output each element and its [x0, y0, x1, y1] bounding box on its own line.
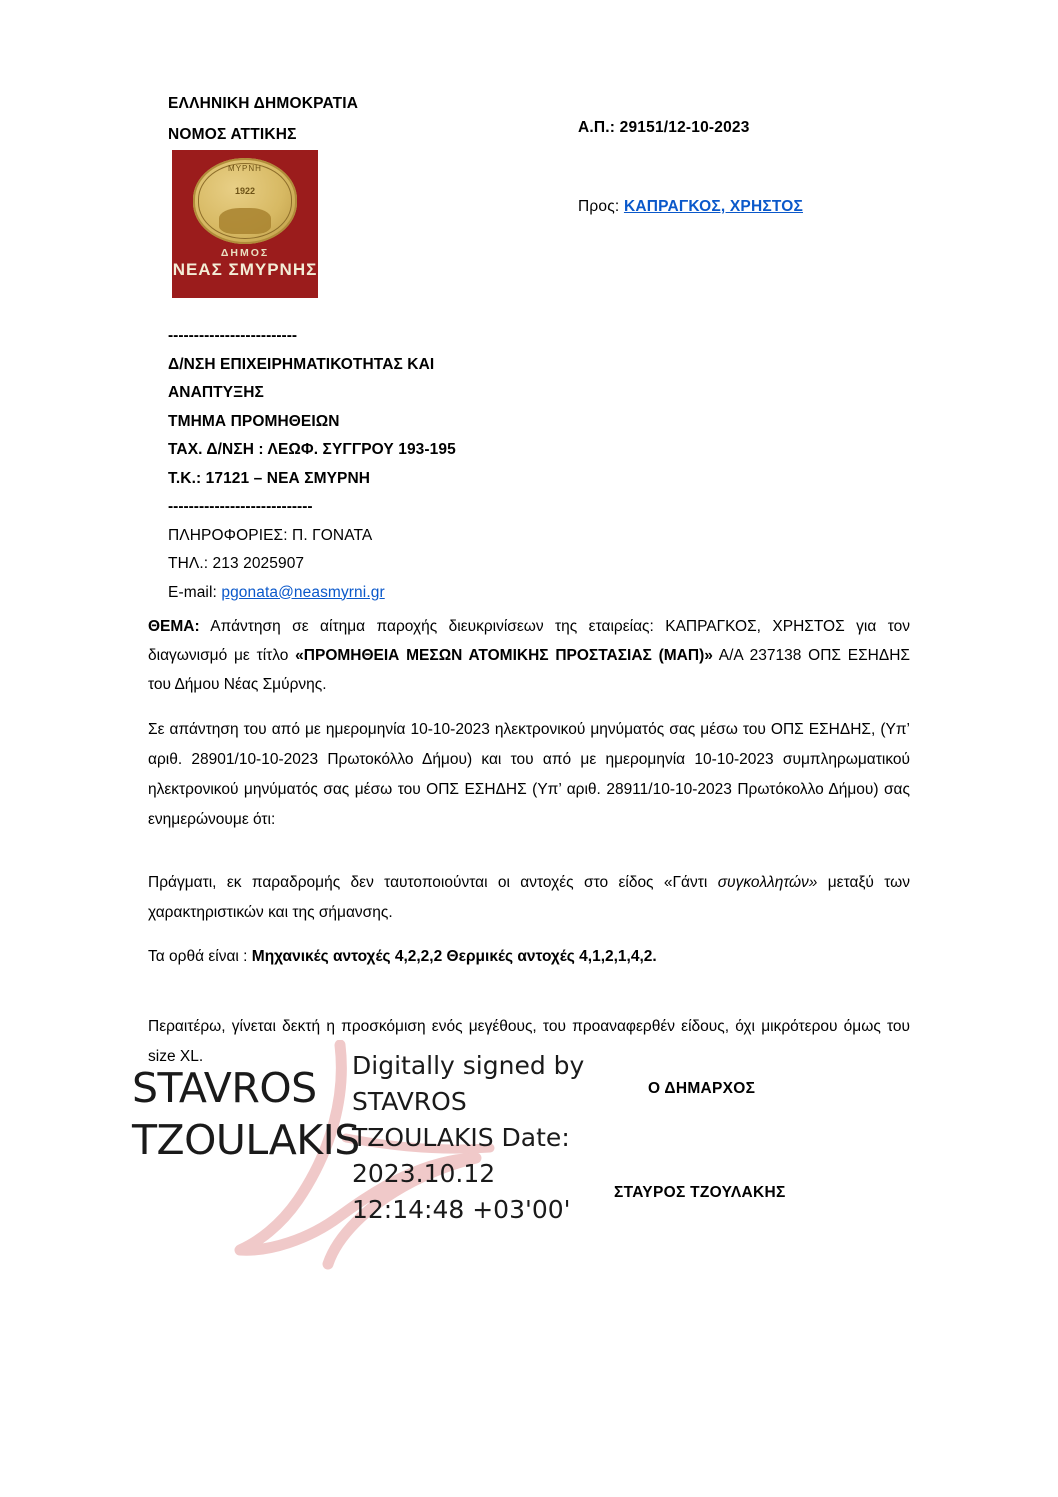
- mayor-name: ΣΤΑΥΡΟΣ ΤΖΟΥΛΑΚΗΣ: [614, 1184, 786, 1201]
- issuer-prefecture: ΝΟΜΟΣ ΑΤΤΙΚΗΣ: [168, 126, 297, 143]
- sender-department-line1: Δ/ΝΣΗ ΕΠΙΧΕΙΡΗΜΑΤΙΚΟΤΗΤΑΣ ΚΑΙ: [168, 355, 435, 373]
- body-p2-plain: Πράγματι, εκ παραδρομής δεν ταυτοποιούνται οι αντοχές στο είδος «Γάντι: [148, 874, 718, 891]
- sender-department-line2: ΑΝΑΠΤΥΞΗΣ: [168, 384, 264, 401]
- digital-signature-details: Digitally signed by STAVROS TZOULAKIS Date: 2023.10.12 12:14:48 +03'00': [352, 1051, 585, 1224]
- sender-address: ΤΑΧ. Δ/ΝΣΗ : ΛΕΩΦ. ΣΥΓΓΡΟΥ 193-195: [168, 441, 456, 458]
- issuer-header: [168, 88, 358, 150]
- coin-figure-icon: [219, 208, 271, 234]
- subject-text-3: Α/Α 237138 ΟΠΣ ΕΣΗΔΗΣ του Δήμου Νέας Σμύρνης.: [148, 647, 911, 693]
- protocol-number: Α.Π.: 29151/12-10-2023: [578, 119, 750, 136]
- body-paragraph-4: Περαιτέρω, γίνεται δεκτή η προσκόμιση ενός μεγέθους, του προαναφερθέν είδους, όχι μικρότερου όμως του size XL.: [148, 1018, 910, 1065]
- sender-email-address[interactable]: pgonata@neasmyrni.gr: [221, 583, 385, 601]
- coin-year: 1922: [234, 186, 256, 196]
- body-p3-lead: Τα ορθά είναι :: [148, 948, 252, 965]
- issuer-country: ΕΛΛΗΝΙΚΗ ΔΗΜΟΚΡΑΤΙΑ: [168, 95, 359, 112]
- sender-email-line: [168, 579, 456, 608]
- emblem-city-label: ΝΕΑΣ ΣΜΥΡΝΗΣ: [172, 260, 318, 279]
- coin-text: ΜΥΡΝΗ: [228, 164, 262, 173]
- recipient-line: [578, 198, 803, 216]
- body-paragraph-2: [148, 868, 910, 928]
- body-paragraph-1: Σε απάντηση του από με ημερομηνία 10-10-2023 ηλεκτρονικού μηνύματός σας μέσω του ΟΠΣ ΕΣΗΔΗΣ, (Υπ’ αριθ. 28901/10-10-2023 Πρωτοκόλλο Δήμου) και του από με ημερομηνία 10-10-2023 συμπληρωματικού ηλεκτρονικού μηνύματός σας μέσω του ΟΠΣ ΕΣΗΔΗΣ (Υπ’ αριθ. 28911/10-10-2023 Πρωτόκολλο Δήμου) σας ενημερώνουμε ότι:: [148, 721, 910, 828]
- sender-details: [168, 322, 456, 607]
- sender-section: ΤΜΗΜΑ ΠΡΟΜΗΘΕΙΩΝ: [168, 412, 340, 430]
- body-p3-values: Μηχανικές αντοχές 4,2,2,2 Θερμικές αντοχές 4,1,2,1,4,2.: [251, 948, 657, 965]
- subject-text-2: ΧΡΗΣΤΟΣ για τον διαγωνισμό με τίτλο: [148, 618, 910, 664]
- sender-contact-person: ΠΛΗΡΟΦΟΡΙΕΣ: Π. ΓΟΝΑΤΑ: [168, 526, 373, 544]
- subject-text-1: Απάντηση σε αίτημα παροχής διευκρινίσεων της εταιρείας: ΚΑΠΡΑΓΚΟΣ,: [210, 618, 761, 635]
- sender-rule-bottom: ----------------------------: [168, 498, 313, 515]
- sender-postal-code: Τ.Κ.: 17121 – ΝΕΑ ΣΜΥΡΝΗ: [168, 469, 371, 487]
- mayor-title: Ο ΔΗΜΑΡΧΟΣ: [648, 1080, 756, 1097]
- subject-block: [148, 612, 910, 699]
- sender-email-label: E-mail:: [168, 583, 217, 601]
- body-paragraph-3: [148, 942, 910, 972]
- subject-label: ΘΕΜΑ:: [148, 618, 200, 635]
- recipient-name[interactable]: ΚΑΠΡΑΓΚΟΣ, ΧΡΗΣΤΟΣ: [623, 198, 803, 215]
- body-p2-rest: μεταξύ των χαρακτηριστικών και της σήμανσης.: [148, 874, 910, 921]
- body-p2-italic: συγκολλητών»: [717, 874, 818, 891]
- municipality-emblem: [172, 150, 318, 298]
- emblem-dimos-label: ΔΗΜΟΣ: [220, 247, 270, 259]
- coin-icon: [193, 158, 297, 244]
- recipient-label: Προς:: [578, 198, 620, 215]
- subject-tender-title: «ΠΡΟΜΗΘΕΙΑ ΜΕΣΩΝ ΑΤΟΜΙΚΗΣ ΠΡΟΣΤΑΣΙΑΣ (ΜΑΠ)»: [295, 647, 713, 664]
- sender-rule-top: -------------------------: [168, 327, 298, 344]
- sender-phone: ΤΗΛ.: 213 2025907: [168, 555, 305, 572]
- digital-signature-name: STAVROS TZOULAKIS: [132, 1064, 360, 1164]
